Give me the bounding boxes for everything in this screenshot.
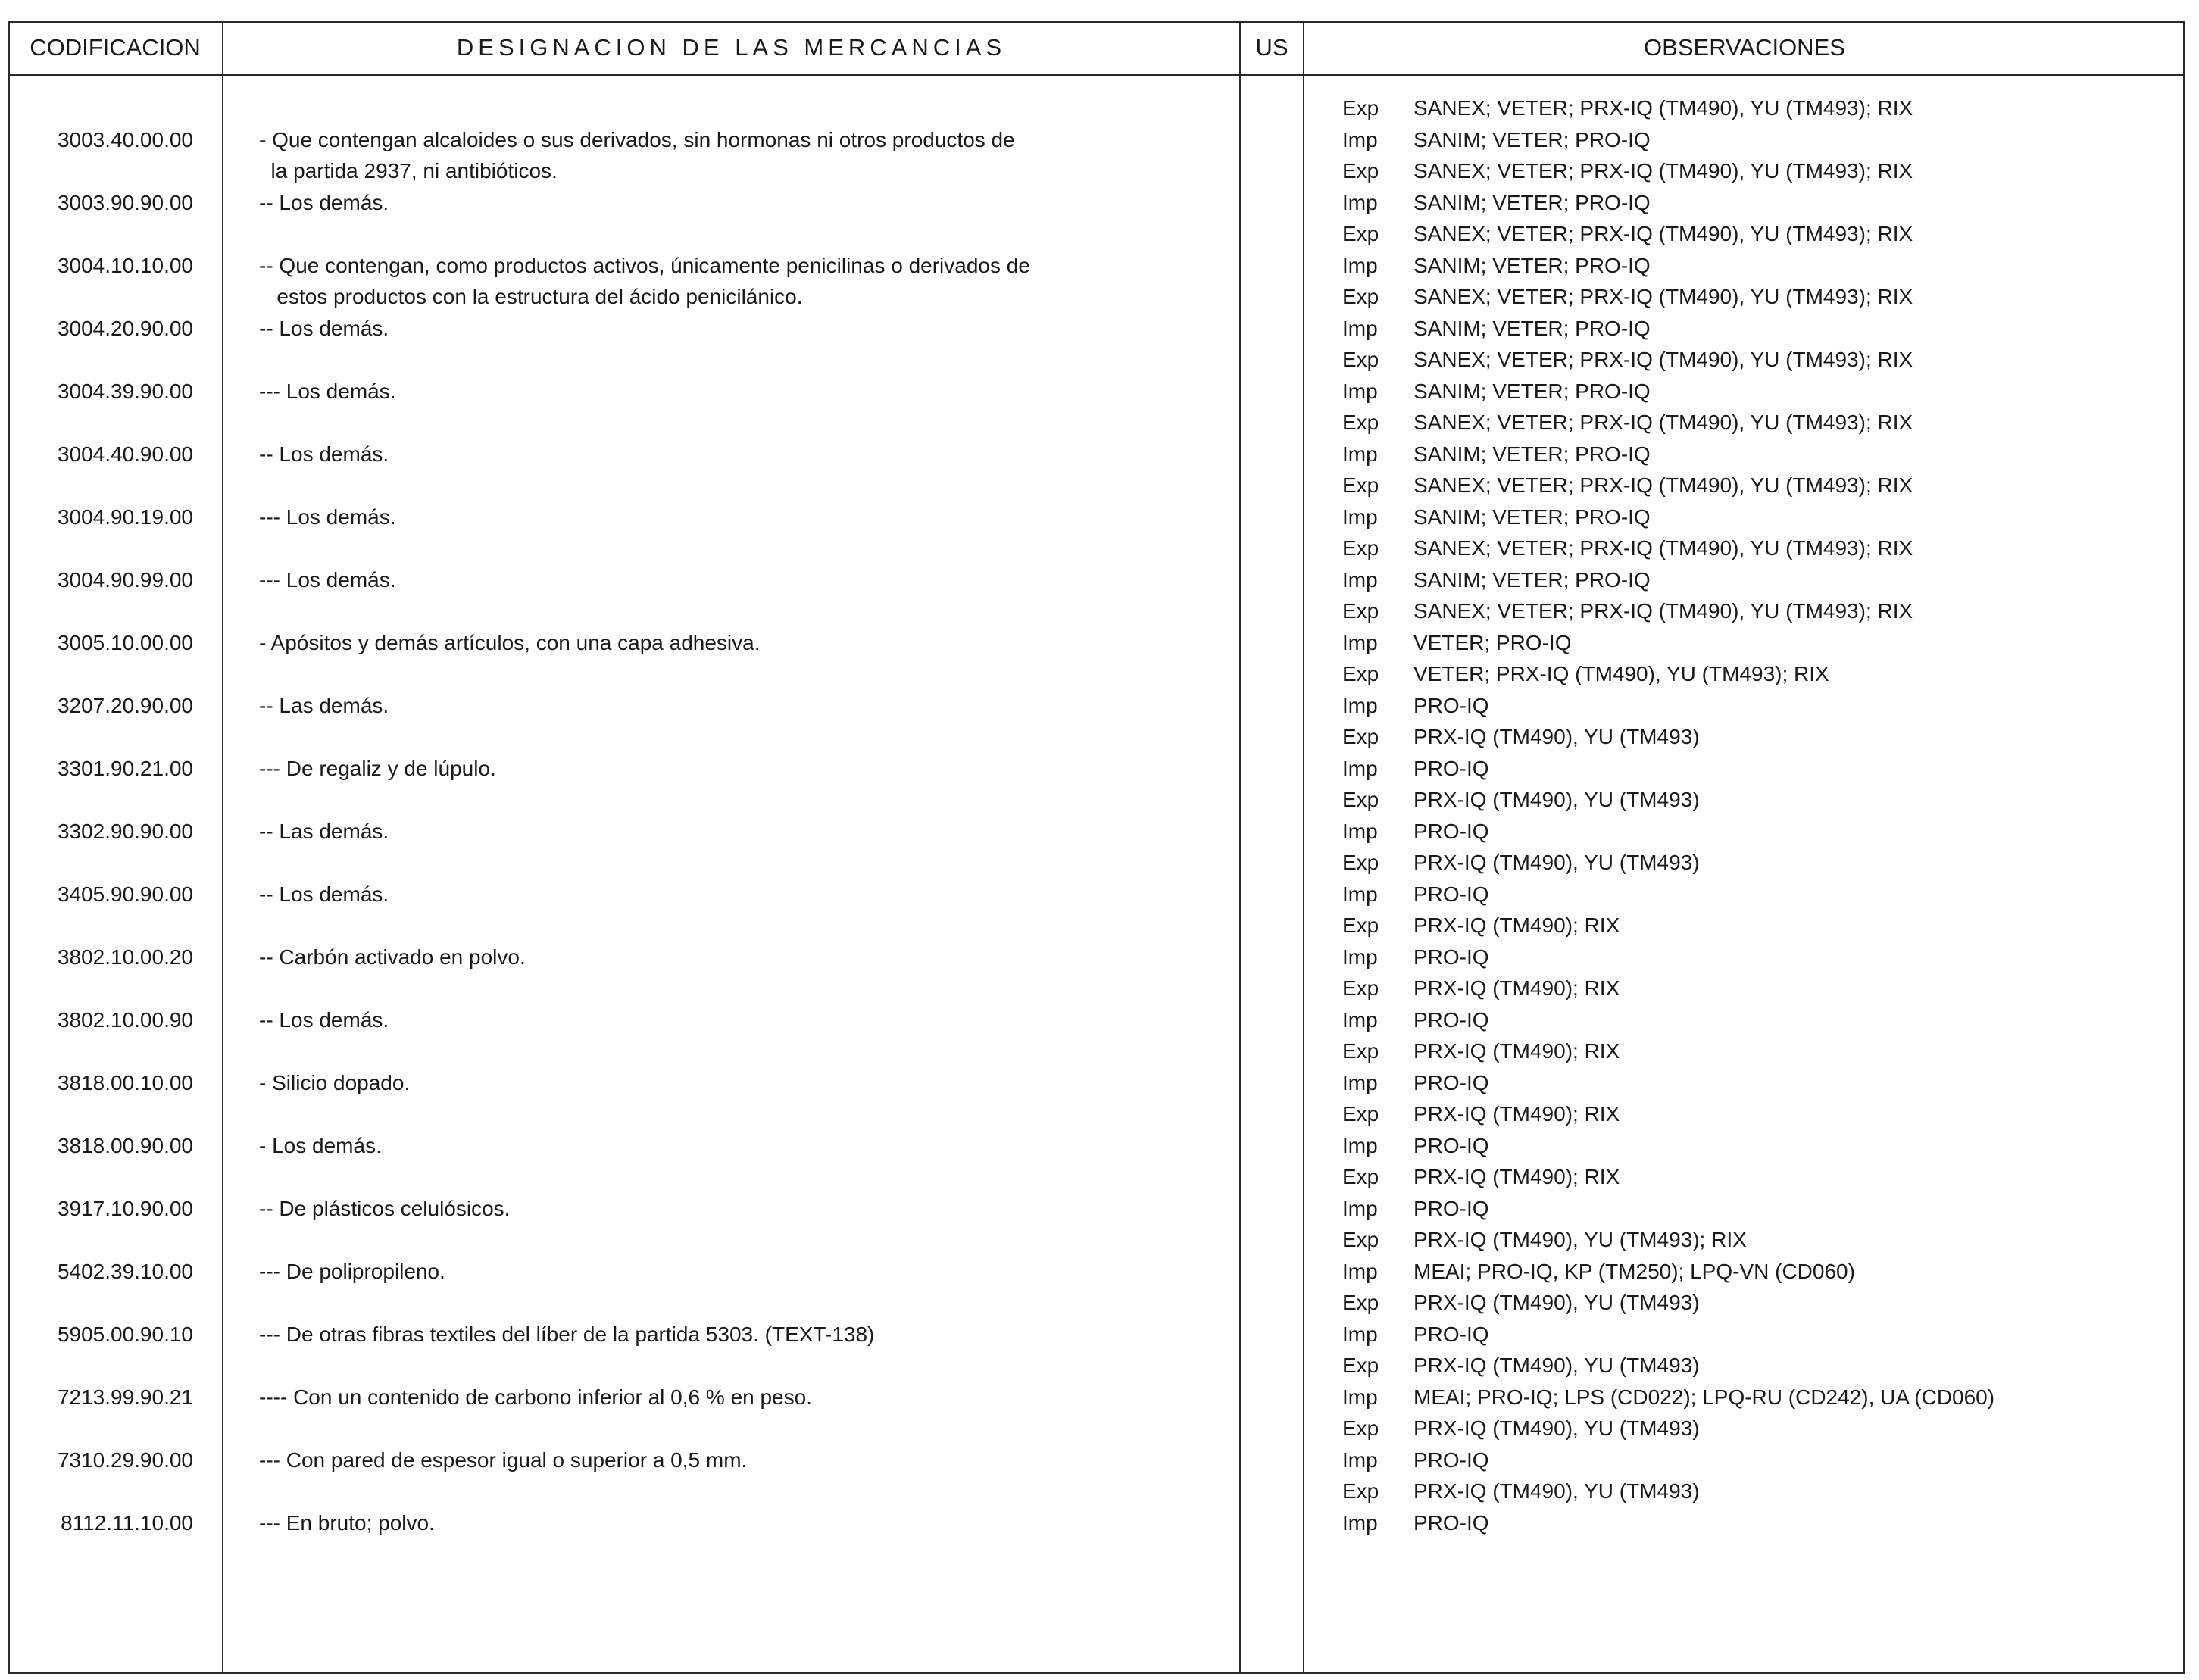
observacion-value: SANEX; VETER; PRX-IQ (TM490), YU (TM493); RIX: [1413, 159, 1913, 183]
observacion-type: Imp: [1342, 442, 1378, 466]
observacion-type: Exp: [1342, 159, 1379, 183]
designacion-text: --- De regaliz y de lúpulo.: [259, 756, 496, 780]
observacion-value: SANEX; VETER; PRX-IQ (TM490), YU (TM493); RIX: [1413, 285, 1913, 308]
observacion-value: SANEX; VETER; PRX-IQ (TM490), YU (TM493); RIX: [1413, 599, 1913, 623]
designacion-text: --- Los demás.: [259, 379, 396, 403]
observacion-value: PRX-IQ (TM490); RIX: [1413, 976, 1620, 1000]
observacion-type: Imp: [1342, 1259, 1378, 1283]
column-divider-codificacion: [222, 21, 223, 1674]
observacion-type: Imp: [1342, 379, 1378, 403]
designacion-text: --- Los demás.: [259, 567, 396, 592]
observacion-type: Exp: [1342, 1416, 1379, 1440]
observacion-type: Exp: [1342, 1228, 1379, 1251]
observacion-value: PRX-IQ (TM490); RIX: [1413, 1102, 1620, 1126]
designacion-text: -- Los demás.: [259, 1007, 389, 1032]
observacion-type: Imp: [1342, 1510, 1378, 1535]
codificacion-code: 3802.10.00.90: [57, 1007, 193, 1032]
observacion-type: Exp: [1342, 536, 1379, 560]
observacion-type: Imp: [1342, 630, 1378, 654]
observacion-type: Exp: [1342, 1039, 1379, 1063]
codificacion-code: 3818.00.10.00: [57, 1070, 193, 1094]
observacion-value: PRO-IQ: [1413, 1133, 1489, 1157]
header-codificacion: CODIFICACION: [30, 34, 201, 61]
observacion-value: VETER; PRX-IQ (TM490), YU (TM493); RIX: [1413, 662, 1829, 685]
codificacion-code: 3405.90.90.00: [57, 882, 193, 906]
codificacion-code: 3003.40.00.00: [57, 127, 193, 151]
observacion-value: PRX-IQ (TM490); RIX: [1413, 1039, 1620, 1063]
observacion-value: SANIM; VETER; PRO-IQ: [1413, 504, 1651, 529]
observacion-value: PRO-IQ: [1413, 1070, 1489, 1094]
observacion-value: SANIM; VETER; PRO-IQ: [1413, 127, 1651, 151]
designacion-text: - Los demás.: [259, 1133, 382, 1157]
designacion-text: -- Los demás.: [259, 190, 389, 214]
observacion-value: VETER; PRO-IQ: [1413, 630, 1572, 654]
codificacion-code: 7310.29.90.00: [57, 1447, 193, 1472]
codificacion-code: 3004.90.19.00: [57, 504, 193, 529]
observacion-value: PRX-IQ (TM490); RIX: [1413, 1165, 1620, 1188]
codificacion-code: 3301.90.21.00: [57, 756, 193, 780]
observacion-value: SANEX; VETER; PRX-IQ (TM490), YU (TM493); RIX: [1413, 473, 1913, 497]
observacion-type: Exp: [1342, 662, 1379, 685]
observacion-value: PRO-IQ: [1413, 882, 1489, 906]
observacion-type: Exp: [1342, 788, 1379, 811]
observacion-value: PRX-IQ (TM490), YU (TM493): [1413, 788, 1700, 811]
designacion-text: estos productos con la estructura del ácido penicilánico.: [259, 285, 803, 308]
observacion-type: Imp: [1342, 882, 1378, 906]
designacion-text: -- Las demás.: [259, 693, 389, 717]
observacion-value: PRO-IQ: [1413, 1510, 1489, 1535]
column-divider-designacion: [1239, 21, 1241, 1674]
observacion-value: PRX-IQ (TM490), YU (TM493); RIX: [1413, 1228, 1747, 1251]
codificacion-code: 5402.39.10.00: [57, 1259, 193, 1283]
codificacion-code: 3004.10.10.00: [57, 253, 193, 277]
designacion-text: --- En bruto; polvo.: [259, 1510, 435, 1535]
observacion-value: SANIM; VETER; PRO-IQ: [1413, 253, 1651, 277]
observacion-type: Exp: [1342, 599, 1379, 623]
observacion-type: Imp: [1342, 1007, 1378, 1032]
observacion-value: PRX-IQ (TM490), YU (TM493): [1413, 1291, 1700, 1314]
observacion-type: Exp: [1342, 473, 1379, 497]
codificacion-code: 3005.10.00.00: [57, 630, 193, 654]
observacion-type: Imp: [1342, 1447, 1378, 1472]
codificacion-code: 3818.00.90.00: [57, 1133, 193, 1157]
observacion-type: Imp: [1342, 1133, 1378, 1157]
codificacion-code: 8112.11.10.00: [61, 1510, 193, 1535]
designacion-text: -- De plásticos celulósicos.: [259, 1196, 511, 1220]
observacion-value: SANEX; VETER; PRX-IQ (TM490), YU (TM493); RIX: [1413, 348, 1913, 371]
observacion-value: MEAI; PRO-IQ, KP (TM250); LPQ-VN (CD060): [1413, 1259, 1855, 1283]
observacion-type: Imp: [1342, 1385, 1378, 1409]
observacion-type: Exp: [1342, 411, 1379, 434]
codificacion-code: 3302.90.90.00: [57, 819, 193, 843]
observacion-type: Imp: [1342, 127, 1378, 151]
observacion-type: Imp: [1342, 819, 1378, 843]
observacion-value: PRO-IQ: [1413, 1447, 1489, 1472]
observacion-type: Imp: [1342, 253, 1378, 277]
observacion-type: Exp: [1342, 1291, 1379, 1314]
column-divider-us: [1303, 21, 1304, 1674]
observacion-value: PRO-IQ: [1413, 756, 1489, 780]
observacion-type: Imp: [1342, 316, 1378, 340]
observacion-value: SANIM; VETER; PRO-IQ: [1413, 442, 1651, 466]
observacion-value: SANIM; VETER; PRO-IQ: [1413, 379, 1651, 403]
designacion-text: -- Carbón activado en polvo.: [259, 945, 526, 969]
observacion-value: PRX-IQ (TM490); RIX: [1413, 913, 1620, 937]
codificacion-code: 3917.10.90.00: [57, 1196, 193, 1220]
designacion-text: --- De polipropileno.: [259, 1259, 445, 1283]
observacion-type: Exp: [1342, 976, 1379, 1000]
observacion-type: Exp: [1342, 725, 1379, 748]
designacion-text: - Que contengan alcaloides o sus derivados, sin hormonas ni otros productos de: [259, 127, 1015, 151]
observacion-value: MEAI; PRO-IQ; LPS (CD022); LPQ-RU (CD242), UA (CD060): [1413, 1385, 1995, 1409]
observacion-value: PRO-IQ: [1413, 1007, 1489, 1032]
codificacion-code: 3004.20.90.00: [57, 316, 193, 340]
codificacion-code: 3207.20.90.00: [57, 693, 193, 717]
observacion-value: PRX-IQ (TM490), YU (TM493): [1413, 1416, 1700, 1440]
codificacion-code: 7213.99.90.21: [57, 1385, 193, 1409]
observacion-type: Exp: [1342, 913, 1379, 937]
observacion-value: PRO-IQ: [1413, 945, 1489, 969]
observacion-value: PRX-IQ (TM490), YU (TM493): [1413, 851, 1700, 874]
designacion-text: --- Los demás.: [259, 504, 396, 529]
designacion-text: -- Que contengan, como productos activos, únicamente penicilinas o derivados de: [259, 253, 1030, 277]
codificacion-code: 3004.90.99.00: [57, 567, 193, 592]
observacion-value: SANIM; VETER; PRO-IQ: [1413, 567, 1651, 592]
observacion-type: Imp: [1342, 1196, 1378, 1220]
observacion-type: Imp: [1342, 567, 1378, 592]
header-divider: [8, 74, 2185, 76]
designacion-text: la partida 2937, ni antibióticos.: [259, 159, 558, 183]
designacion-text: --- De otras fibras textiles del líber de la partida 5303. (TEXT-138): [259, 1322, 875, 1346]
observacion-value: PRX-IQ (TM490), YU (TM493): [1413, 725, 1700, 748]
header-us: US: [1255, 34, 1288, 61]
observacion-value: PRX-IQ (TM490), YU (TM493): [1413, 1354, 1700, 1377]
observacion-type: Exp: [1342, 1165, 1379, 1188]
observacion-value: SANEX; VETER; PRX-IQ (TM490), YU (TM493); RIX: [1413, 222, 1913, 245]
observacion-type: Imp: [1342, 756, 1378, 780]
designacion-text: -- Los demás.: [259, 442, 389, 466]
designacion-text: -- Los demás.: [259, 316, 389, 340]
codificacion-code: 3802.10.00.20: [57, 945, 193, 969]
codificacion-code: 3004.40.90.00: [57, 442, 193, 466]
observacion-value: PRO-IQ: [1413, 693, 1489, 717]
observacion-type: Imp: [1342, 945, 1378, 969]
designacion-text: - Silicio dopado.: [259, 1070, 411, 1094]
observacion-value: PRO-IQ: [1413, 1322, 1489, 1346]
observacion-type: Exp: [1342, 1102, 1379, 1126]
header-observaciones: OBSERVACIONES: [1644, 34, 1845, 61]
observacion-type: Exp: [1342, 1354, 1379, 1377]
designacion-text: --- Con pared de espesor igual o superior a 0,5 mm.: [259, 1447, 748, 1472]
observacion-value: SANEX; VETER; PRX-IQ (TM490), YU (TM493); RIX: [1413, 536, 1913, 560]
observacion-type: Imp: [1342, 1322, 1378, 1346]
observacion-type: Exp: [1342, 285, 1379, 308]
designacion-text: -- Las demás.: [259, 819, 389, 843]
observacion-type: Imp: [1342, 504, 1378, 529]
observacion-value: PRO-IQ: [1413, 1196, 1489, 1220]
codificacion-code: 3003.90.90.00: [57, 190, 193, 214]
codificacion-code: 3004.39.90.00: [57, 379, 193, 403]
observacion-type: Exp: [1342, 1479, 1379, 1503]
observacion-type: Imp: [1342, 1070, 1378, 1094]
observacion-value: SANEX; VETER; PRX-IQ (TM490), YU (TM493); RIX: [1413, 411, 1913, 434]
observacion-type: Imp: [1342, 693, 1378, 717]
observacion-value: SANIM; VETER; PRO-IQ: [1413, 190, 1651, 214]
header-designacion: DESIGNACION DE LAS MERCANCIAS: [456, 34, 1007, 61]
observacion-type: Exp: [1342, 222, 1379, 245]
observacion-type: Exp: [1342, 851, 1379, 874]
observacion-value: SANIM; VETER; PRO-IQ: [1413, 316, 1651, 340]
designacion-text: ---- Con un contenido de carbono inferior al 0,6 % en peso.: [259, 1385, 812, 1409]
codificacion-code: 5905.00.90.10: [57, 1322, 193, 1346]
observacion-value: PRX-IQ (TM490), YU (TM493): [1413, 1479, 1700, 1503]
observacion-type: Imp: [1342, 190, 1378, 214]
observacion-type: Exp: [1342, 348, 1379, 371]
observacion-value: SANEX; VETER; PRX-IQ (TM490), YU (TM493); RIX: [1413, 96, 1913, 120]
observacion-type: Exp: [1342, 96, 1379, 120]
designacion-text: -- Los demás.: [259, 882, 389, 906]
observacion-value: PRO-IQ: [1413, 819, 1489, 843]
designacion-text: - Apósitos y demás artículos, con una capa adhesiva.: [259, 630, 761, 654]
